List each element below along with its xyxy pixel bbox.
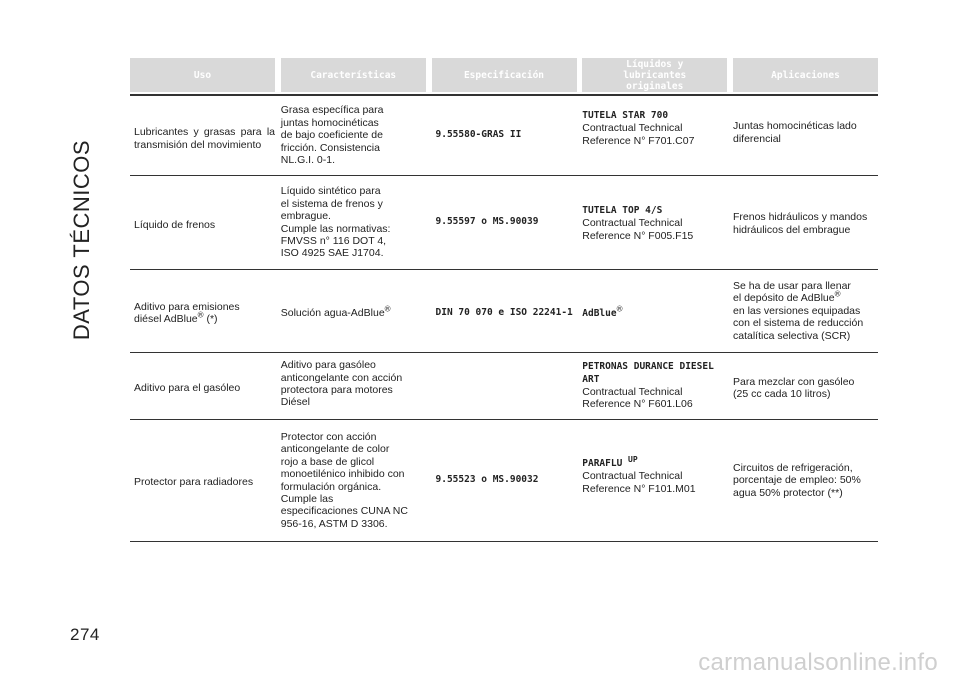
table-row <box>130 353 878 420</box>
text-line: Diésel <box>280 396 310 409</box>
table-row <box>130 96 878 176</box>
text-line: de bajo coeficiente de <box>280 129 383 142</box>
product-ref-line: Reference N° F601.L06 <box>582 398 693 411</box>
product-ref-line: Contractual Technical <box>582 470 683 483</box>
text-line <box>134 310 275 325</box>
cell-especificacion: 9.55580-GRAS II <box>435 129 522 141</box>
cell-uso <box>130 297 275 326</box>
text-line: anticongelante de color <box>280 443 390 456</box>
text-line: el sistema de frenos y <box>280 197 383 210</box>
product-ref-line: Reference N° F701.C07 <box>582 134 695 147</box>
header-liquidos <box>582 58 727 92</box>
header-aplicaciones: Aplicaciones <box>733 58 878 92</box>
table-row <box>130 270 878 353</box>
header-especificacion: Especificación <box>432 58 577 92</box>
text-fragment: PARAFLU <box>582 457 623 469</box>
cell-caracteristicas <box>281 359 426 413</box>
text-line: ISO 4925 SAE J1704. <box>280 247 384 260</box>
text-line: Cumple las normativas: <box>280 222 391 235</box>
header-uso: Uso <box>130 58 275 92</box>
cell-caracteristicas <box>281 431 426 530</box>
text-line: formulación orgánica. <box>280 480 382 493</box>
page-number: 274 <box>70 625 100 644</box>
product-name: TUTELA STAR 700 <box>582 109 669 121</box>
text-line: en las versiones equipadas <box>733 304 861 317</box>
text-line: juntas homocinéticas <box>280 116 379 129</box>
product-name-line: ART <box>582 373 600 385</box>
text-line: 956-16, ASTM D 3306. <box>280 517 388 530</box>
cell-uso: Lubricantes y grasas para la transmisión del movimiento <box>134 126 275 151</box>
cell-especificacion: DIN 70 070 e ISO 22241-1 <box>435 306 573 318</box>
text-line: (25 cc cada 10 litros) <box>733 388 831 400</box>
text-line: protectora para motores <box>280 384 393 396</box>
cell-aplicaciones <box>733 120 878 151</box>
text-line: Protector con acción <box>280 430 377 443</box>
product-name: TUTELA TOP 4/S <box>582 204 663 216</box>
cell-producto <box>582 203 727 242</box>
text-line: Cumple las <box>280 492 334 505</box>
cell-producto <box>582 110 727 161</box>
text-line: diferencial <box>733 132 781 145</box>
text-line: Aditivo para gasóleo <box>280 359 376 372</box>
text-line: Circuitos de refrigeración, <box>733 461 853 474</box>
registered-mark: ® <box>197 310 204 320</box>
cell-caracteristicas <box>281 185 426 259</box>
text-line: embrague. <box>280 210 331 223</box>
text-line: Frenos hidráulicos y mandos <box>733 211 868 224</box>
registered-mark: ® <box>834 289 841 299</box>
text-line: FMVSS n° 116 DOT 4, <box>280 234 387 247</box>
cell-especificacion: 9.55523 o MS.90032 <box>435 474 539 486</box>
table-row <box>130 176 878 270</box>
text-line: Aditivo para emisiones <box>134 300 240 313</box>
product-superscript: UP <box>628 454 638 464</box>
product-ref-line: Contractual Technical <box>582 386 683 398</box>
text-line: especificaciones CUNA NC <box>280 505 408 518</box>
text-line: Se ha de usar para llenar <box>733 279 851 292</box>
product-ref-line: Contractual Technical <box>582 217 683 230</box>
text-line: con el sistema de reducción <box>733 317 864 330</box>
product-name <box>582 308 616 319</box>
text-line <box>733 289 878 305</box>
registered-mark: ® <box>384 304 391 314</box>
text-line: rojo a base de glicol <box>280 455 375 468</box>
cell-producto <box>582 361 727 411</box>
table-header <box>130 58 878 92</box>
text-fragment: AdBlue <box>582 308 617 320</box>
text-fragment: diésel AdBlue <box>134 313 198 325</box>
cell-producto <box>582 454 727 503</box>
text-fragment: (*) <box>203 313 218 325</box>
cell-producto <box>582 301 727 320</box>
text-fragment: Solución agua-AdBlue <box>280 306 385 319</box>
cell-caracteristicas <box>281 303 426 319</box>
cell-uso: Líquido de frenos <box>134 219 216 232</box>
header-caracteristicas: Características <box>281 58 426 92</box>
product-name <box>582 454 727 470</box>
cell-aplicaciones <box>733 209 878 236</box>
text-line: hidráulicos del embrague <box>733 223 851 236</box>
text-line: NL.G.I. 0-1. <box>280 154 336 167</box>
cell-uso: Aditivo para el gasóleo <box>134 381 241 394</box>
text-line: Para mezclar con gasóleo <box>733 375 855 388</box>
cell-aplicaciones <box>733 372 878 401</box>
text-fragment: el depósito de AdBlue <box>733 292 835 305</box>
text-line: Grasa específica para <box>280 104 384 117</box>
cell-caracteristicas <box>281 104 426 166</box>
table-row <box>130 420 878 542</box>
header-liquidos-text: Líquidos y lubricantes originales <box>623 58 687 92</box>
product-ref-line: Contractual Technical <box>582 122 683 135</box>
text-line: Juntas homocinéticas lado <box>733 120 857 133</box>
cell-uso: Protector para radiadores <box>134 476 254 489</box>
text-line: monoetilénico inhibido con <box>280 468 405 481</box>
cell-especificacion: 9.55597 o MS.90039 <box>435 216 539 228</box>
text-line: fricción. Consistencia <box>280 141 380 154</box>
product-name-line: PETRONAS DURANCE DIESEL <box>582 361 714 373</box>
section-title-text: DATOS TÉCNICOS <box>69 139 94 341</box>
lubricants-table <box>130 58 878 542</box>
text-line: Líquido sintético para <box>280 185 381 198</box>
registered-mark: ® <box>616 304 623 314</box>
cell-aplicaciones <box>733 280 878 342</box>
text-line: catalítica selectiva (SCR) <box>733 329 851 342</box>
text-line: anticongelante con acción <box>280 371 403 384</box>
text-line: agua 50% protector (**) <box>733 486 843 499</box>
text-line: porcentaje de empleo: 50% <box>733 474 861 487</box>
product-ref-line: Reference N° F101.M01 <box>582 482 696 495</box>
product-ref-line: Reference N° F005.F15 <box>582 229 694 242</box>
watermark: carmanualsonline.info <box>698 649 938 676</box>
cell-aplicaciones <box>733 462 878 499</box>
